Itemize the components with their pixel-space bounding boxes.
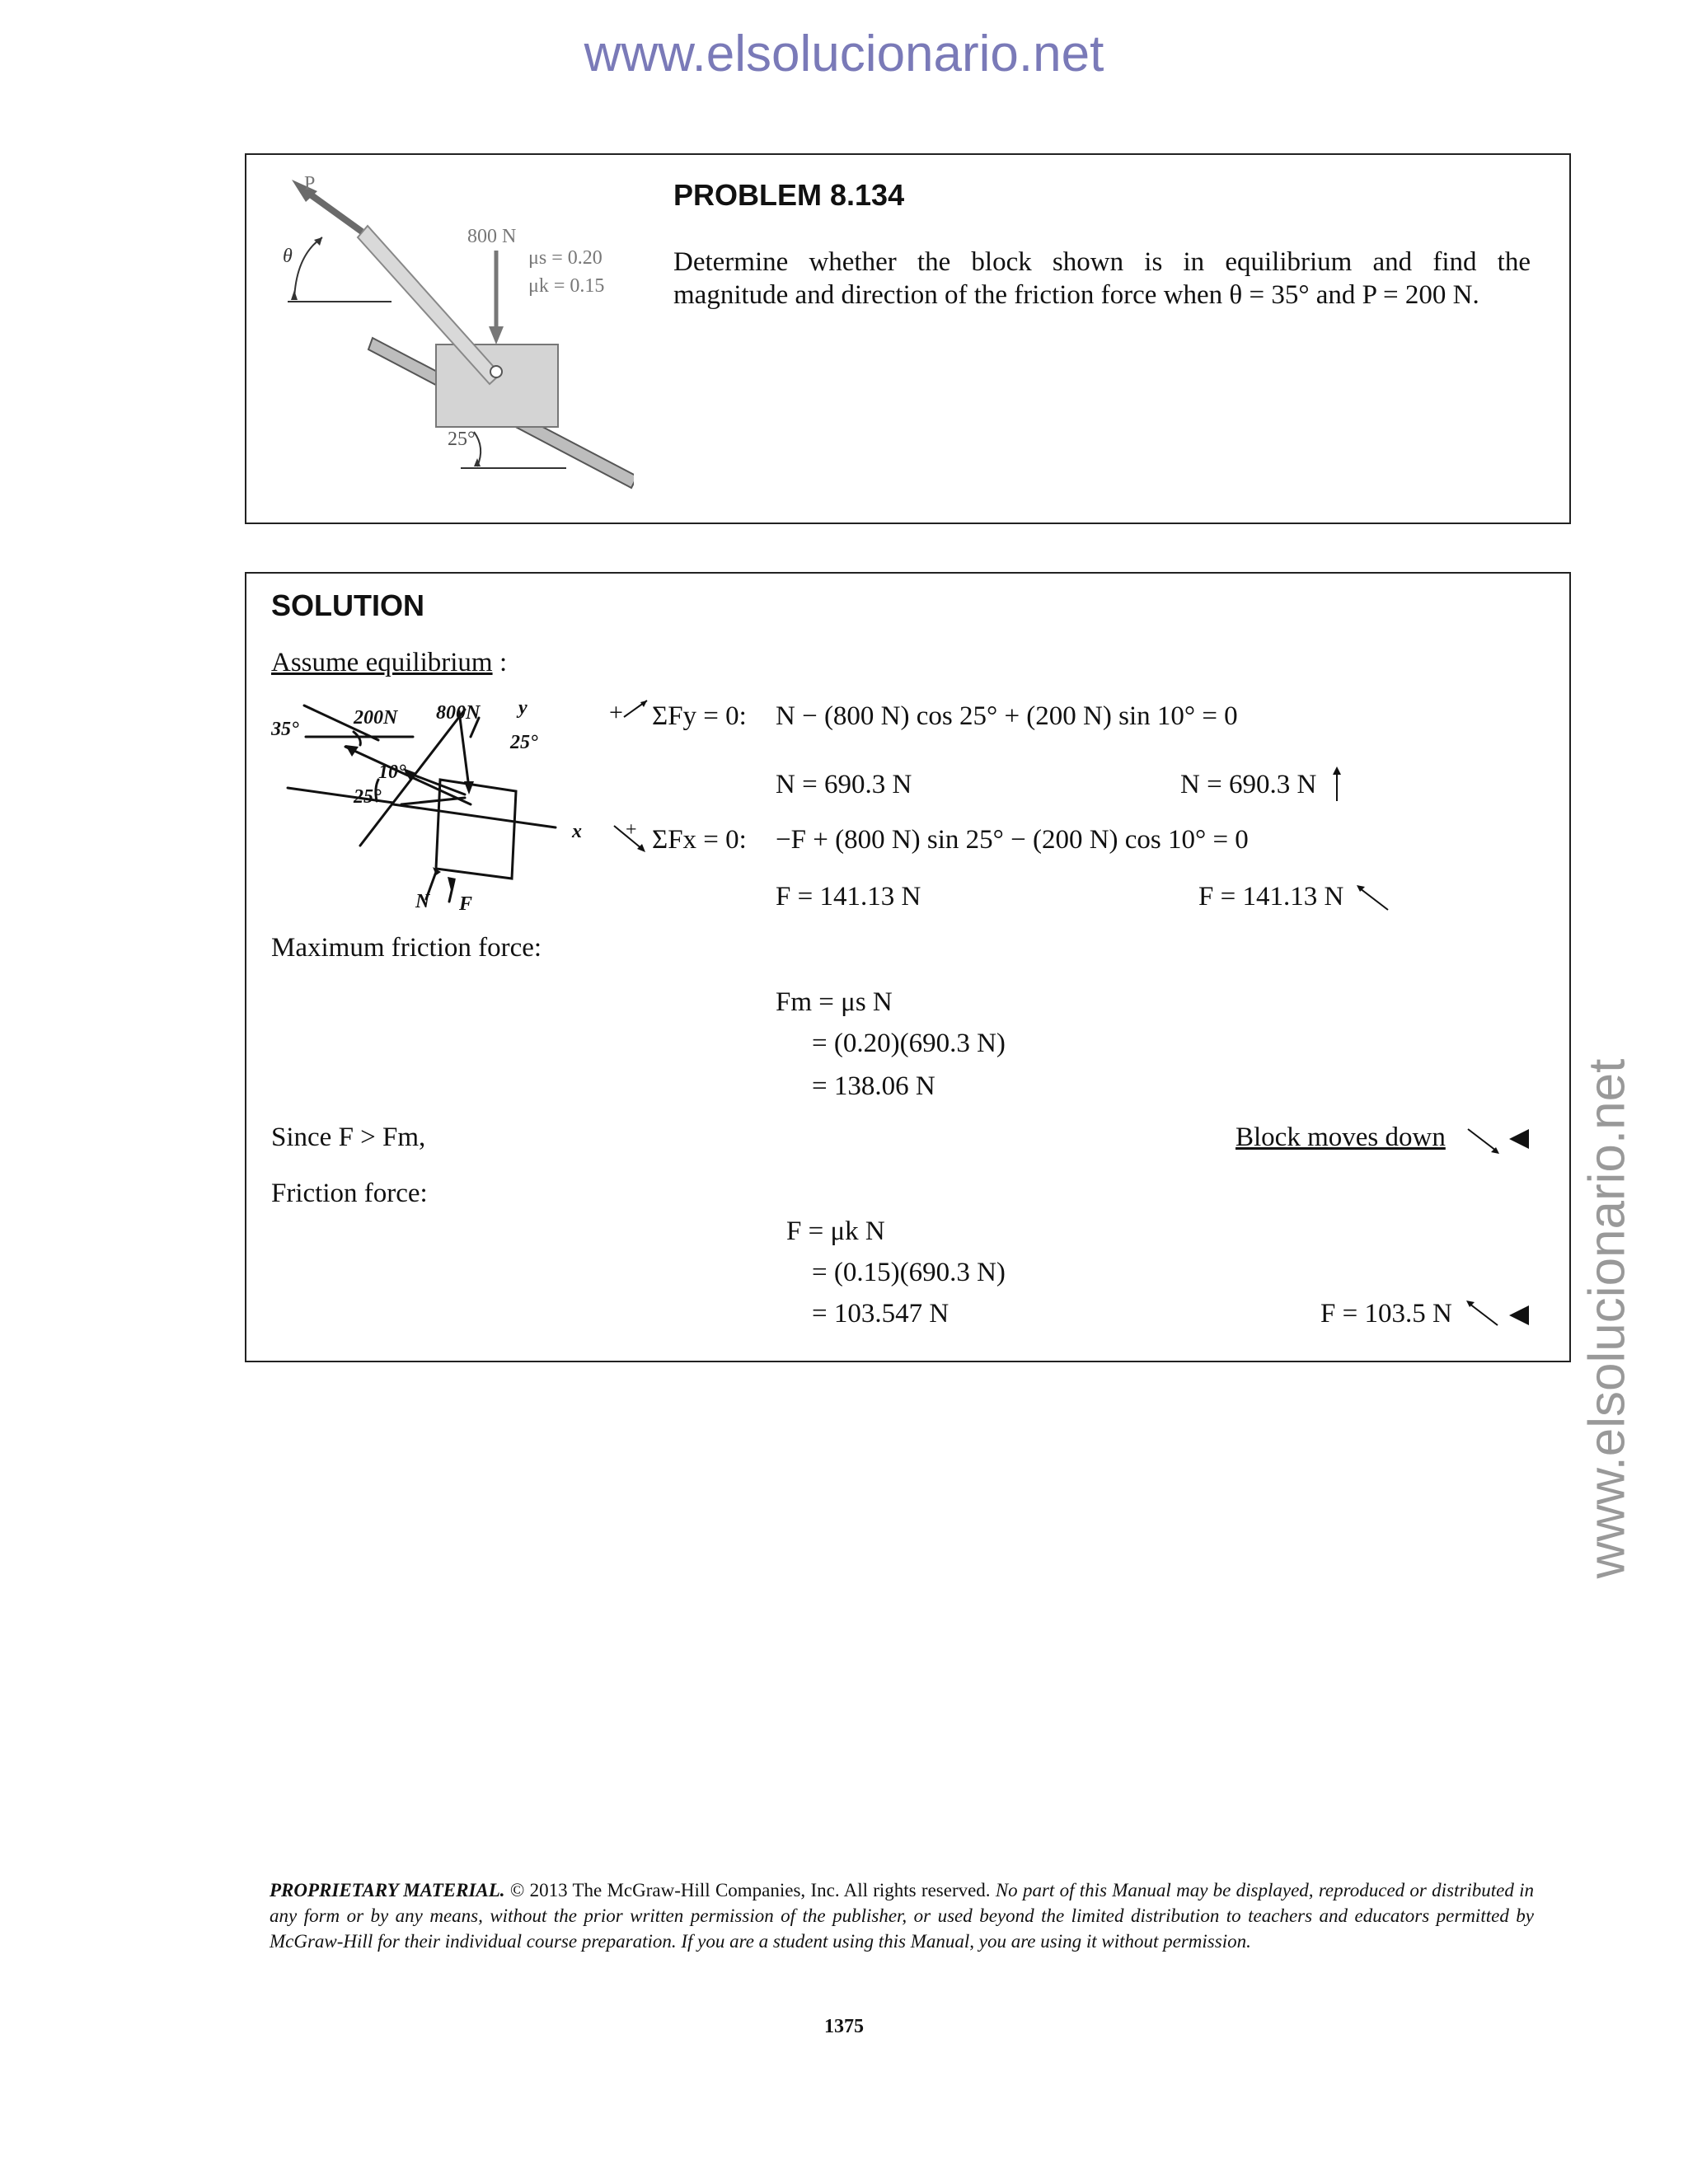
statement-line-1: Determine whether the block shown is in equilibrium and find the: [673, 247, 1531, 277]
fbd-label-200n: 200N: [354, 707, 398, 729]
push-rod: [358, 226, 500, 384]
fk-line-1: F = μk N: [786, 1216, 885, 1246]
fig-label-angle: 25°: [448, 429, 476, 450]
assume-colon: :: [499, 648, 508, 677]
eq-fx: −F + (800 N) sin 25° − (200 N) cos 10° = 0: [776, 825, 1249, 855]
answer-marker-icon: [1507, 1127, 1531, 1151]
result-f: F = 141.13 N: [1198, 882, 1344, 912]
svg-text:+: +: [626, 821, 637, 841]
fig-label-load: 800 N: [467, 226, 517, 247]
free-body-diagram: [271, 689, 609, 912]
fbd-label-x: x: [572, 821, 582, 842]
arrow-downright-icon: [1465, 1126, 1501, 1155]
fm-line-1: Fm = μs N: [776, 987, 893, 1017]
fig-label-mu-s: μs = 0.20: [528, 247, 603, 269]
watermark-top: www.elsolucionario.net: [584, 26, 1104, 82]
arrow-upleft-icon-final: [1465, 1299, 1501, 1329]
page-number: 1375: [824, 2016, 864, 2037]
fig-label-mu-k: μk = 0.15: [528, 275, 605, 297]
fbd-label-25b: 25°: [354, 786, 382, 808]
final-answer: F = 103.5 N: [1320, 1299, 1452, 1329]
fig-label-p: P: [304, 173, 316, 194]
watermark-side: www.elsolucionario.net: [1578, 1058, 1636, 1579]
svg-text:+: +: [609, 699, 623, 726]
fk-line-2: = (0.15)(690.3 N): [812, 1258, 1006, 1287]
fbd-label-n: N: [415, 891, 430, 912]
result-n: N = 690.3 N: [1180, 770, 1317, 799]
friction-force-label: Friction force:: [271, 1179, 428, 1208]
fbd-label-y: y: [518, 697, 528, 719]
block-moves-text: Block moves down: [1236, 1122, 1446, 1152]
fx-sign-icon: [609, 821, 659, 857]
fy-sign-icon: [609, 697, 659, 733]
problem-title: PROBLEM 8.134: [673, 178, 905, 212]
problem-figure: [246, 155, 634, 518]
footer-notice: No part of this Manual may be displayed, reproduced or distributed in any form or by any means, without the prior written permission of the publisher, or used beyond the limited distribution to teachers and educators permitted by McGraw-Hill for their individual course preparation. If you are a student using this Manual, you are using it without permission.: [270, 1880, 1534, 1952]
since-text: Since F > Fm,: [271, 1122, 426, 1152]
fbd-label-f: F: [459, 893, 473, 912]
fig-label-theta: θ: [283, 246, 293, 267]
footer-copyright: © 2013 The McGraw-Hill Companies, Inc. All rights reserved.: [509, 1880, 991, 1900]
load-arrowhead: [489, 326, 504, 344]
answer-marker-icon-final: [1507, 1304, 1531, 1327]
fm-line-3: = 138.06 N: [812, 1071, 935, 1101]
solution-box: [245, 572, 1571, 1362]
eq-fy: N − (800 N) cos 25° + (200 N) sin 10° = 0: [776, 701, 1238, 731]
arrow-upleft-icon: [1355, 883, 1391, 913]
footer-lead: PROPRIETARY MATERIAL.: [270, 1880, 505, 1900]
eq-n: N = 690.3 N: [776, 770, 912, 799]
statement-line-2: magnitude and direction of the friction force when θ = 35° and P = 200 N.: [673, 280, 1479, 310]
eq-fx-lhs: ΣFx = 0:: [652, 825, 747, 855]
fk-line-3: = 103.547 N: [812, 1299, 950, 1329]
fbd-label-10: 10°: [378, 762, 406, 783]
solution-title: SOLUTION: [271, 588, 424, 622]
arrow-up-icon: [1330, 766, 1343, 803]
fbd-label-35: 35°: [271, 719, 299, 740]
eq-f: F = 141.13 N: [776, 882, 921, 912]
fbd-label-25a: 25°: [510, 732, 538, 753]
footer: [270, 1877, 1534, 1954]
max-friction-label: Maximum friction force:: [271, 933, 542, 963]
fm-line-2: = (0.20)(690.3 N): [812, 1029, 1006, 1058]
eq-fy-lhs: ΣFy = 0:: [652, 701, 747, 731]
block: [436, 344, 558, 427]
problem-statement: [673, 246, 1531, 312]
assume-text: Assume equilibrium: [271, 648, 493, 677]
fbd-label-800n: 800N: [436, 702, 481, 724]
pin: [490, 366, 502, 377]
problem-box: [245, 153, 1571, 524]
